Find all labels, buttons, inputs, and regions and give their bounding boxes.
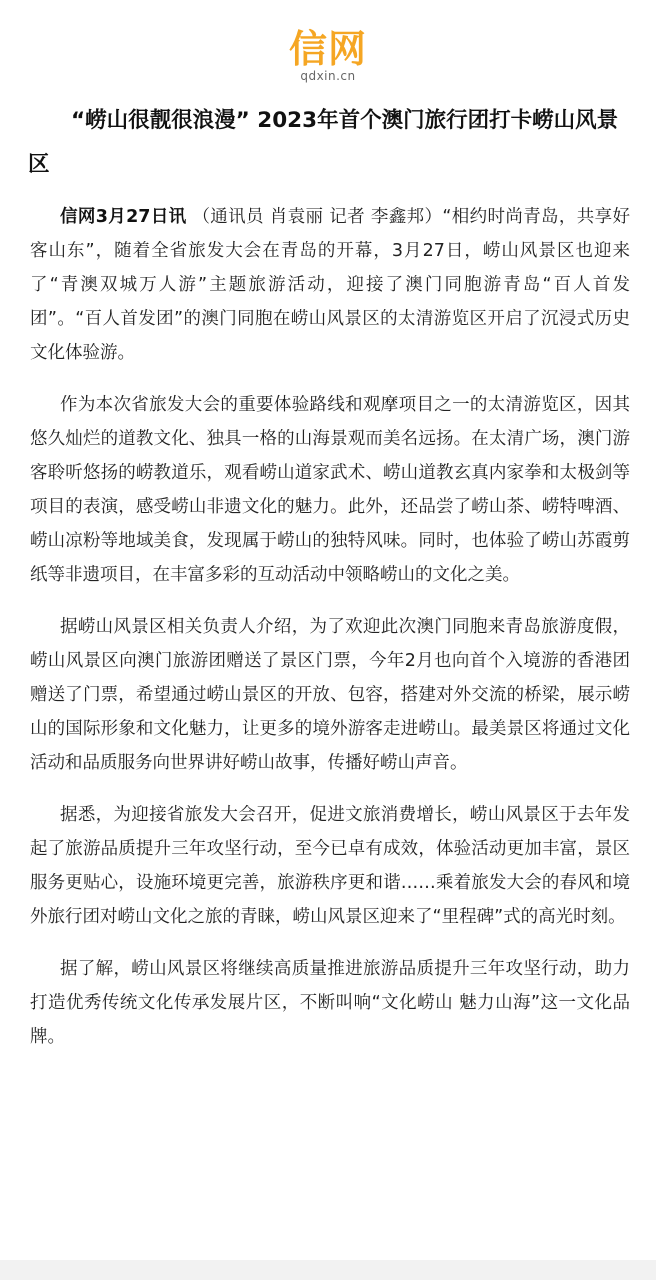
article-paragraph-1 (30, 200, 630, 370)
article-paragraph-1-text: （通讯员 肖袁丽 记者 李鑫邦）“相约时尚青岛，共享好客山东”，随着全省旅发大会在青岛的开幕，3月27日，崂山风景区也迎来了“青澳双城万人游”主题旅游活动，迎接了澳门同胞游青岛“百人首发团”。“百人首发团”的澳门同胞在崂山风景区的太清游览区开启了沉浸式历史文化体验游。 (30, 207, 630, 363)
article-paragraph-3: 据崂山风景区相关负责人介绍，为了欢迎此次澳门同胞来青岛旅游度假，崂山风景区向澳门旅游团赠送了景区门票，今年2月也向首个入境游的香港团赠送了门票，希望通过崂山景区的开放、包容，搭建对外交流的桥梁，展示崂山的国际形象和文化魅力，让更多的境外游客走进崂山。最美景区将通过文化活动和品质服务向世界讲好崂山故事，传播好崂山声音。 (30, 617, 630, 773)
logo-domain: qdxin.cn (300, 69, 356, 83)
article-paragraph-2: 作为本次省旅发大会的重要体验路线和观摩项目之一的太清游览区，因其悠久灿烂的道教文化、独具一格的山海景观而美名远扬。在太清广场，澳门游客聆听悠扬的崂教道乐，观看崂山道家武术、崂山道教玄真内家拳和太极剑等项目的表演，感受崂山非遗文化的魅力。此外，还品尝了崂山茶、崂特啤酒、崂山凉粉等地域美食，发现属于崂山的独特风味。同时，也体验了崂山苏霞剪纸等非遗项目，在丰富多彩的互动活动中领略崂山的文化之美。 (30, 395, 630, 585)
logo-wordmark: 信网 (288, 27, 367, 71)
footer-band (0, 1260, 656, 1280)
article-paragraph-5: 据了解，崂山风景区将继续高质量推进旅游品质提升三年攻坚行动，助力打造优秀传统文化传承发展片区，不断叫响“文化崂山 魅力山海”这一文化品牌。 (30, 959, 630, 1047)
article-body (30, 200, 630, 1072)
article-paragraph-4: 据悉，为迎接省旅发大会召开，促进文旅消费增长，崂山风景区于去年发起了旅游品质提升三年攻坚行动，至今已卓有成效，体验活动更加丰富，景区服务更贴心，设施环境更完善，旅游秩序更和谐……乘着旅发大会的春风和境外旅行团对崂山文化之旅的青睐，崂山风景区迎来了“里程碑”式的高光时刻。 (30, 805, 630, 927)
site-logo[interactable] (0, 27, 656, 83)
article-title: “崂山很靓很浪漫” 2023年首个澳门旅行团打卡崂山风景区 (28, 108, 619, 177)
article-dateline: 信网3月27日讯 (60, 207, 187, 227)
